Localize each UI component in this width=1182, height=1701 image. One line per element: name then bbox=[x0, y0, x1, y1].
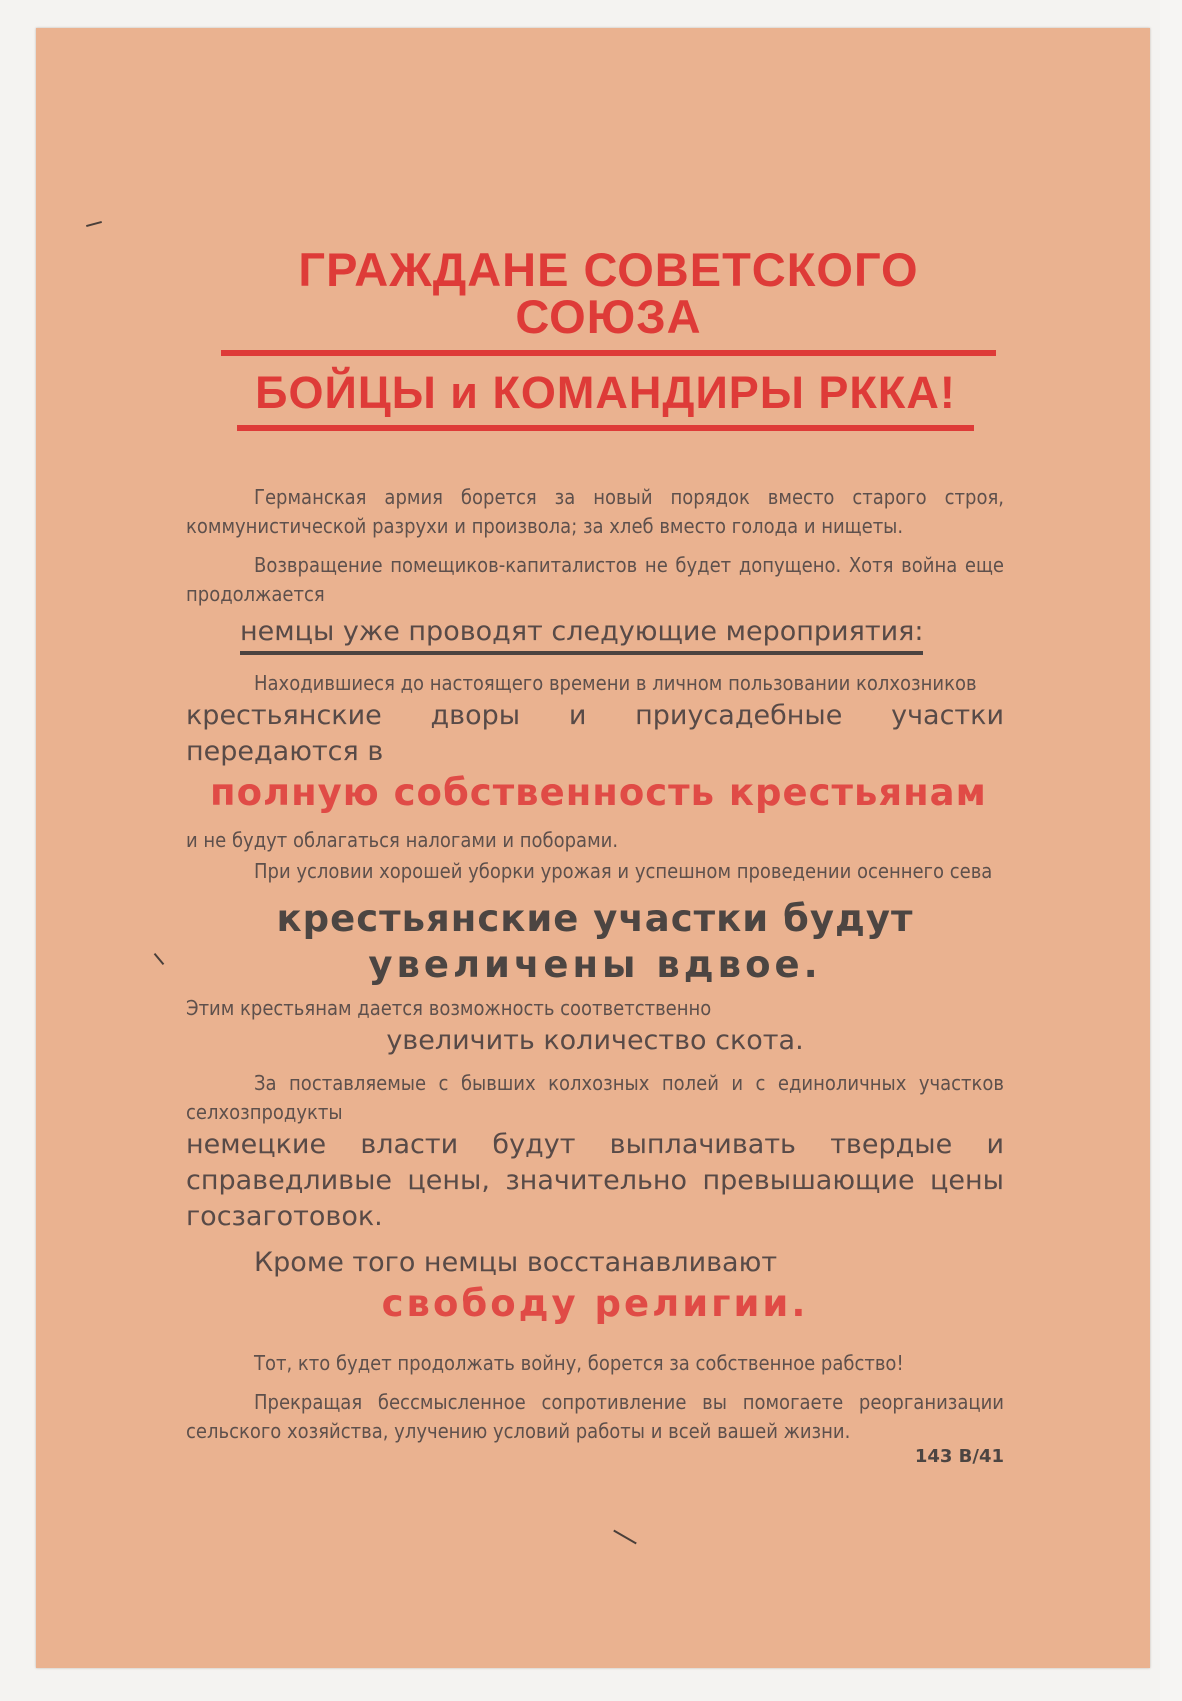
page-margin bbox=[1160, 0, 1182, 1701]
paper-mark bbox=[613, 1530, 637, 1545]
underlined-measures-line: немцы уже проводят следующие мероприятия: bbox=[240, 615, 923, 655]
paragraph-slavery: Тот, кто будет продолжать войну, борется за собственное рабство! bbox=[254, 1351, 904, 1375]
paragraph-produce: За поставляемые с бывших колхозных полей и с единоличных участков селхозпродукты bbox=[186, 1071, 1004, 1124]
paragraph-restore: Кроме того немцы восстанавливают bbox=[254, 1247, 778, 1278]
paragraph-stop-resistance: Прекращая бессмысленное сопротивление вы помогаете реорганизации сельского хозяйства, улучению условий работы и всей вашей жизни. bbox=[186, 1390, 1004, 1443]
paragraph-livestock: увеличить количество скота. bbox=[386, 1025, 804, 1056]
highlight-plots-line-2: увеличены вдвое. bbox=[368, 943, 822, 986]
paragraph-yards-plots: крестьянские дворы и приусадебные участки передаются в bbox=[186, 700, 1004, 767]
highlight-religion: свободу религии. bbox=[381, 1282, 809, 1325]
paragraph-no-taxes: и не будут облагаться налогами и поборами. bbox=[186, 828, 619, 852]
leaflet-content bbox=[186, 238, 1004, 1470]
paper-mark bbox=[154, 953, 165, 965]
order-number: 143 В/41 bbox=[914, 1446, 1004, 1467]
headline-line-1: ГРАЖДАНЕ СОВЕТСКОГО СОЮЗА bbox=[221, 238, 996, 356]
paragraph-livestock-intro: Этим крестьянам дается возможность соответственно bbox=[186, 996, 712, 1020]
paragraph-harvest: При условии хорошей уборки урожая и успешном проведении осеннего сева bbox=[254, 859, 993, 883]
paragraph-new-order: Германская армия борется за новый порядок вместо старого строя, коммунистической разрухи и произвола; за хлеб вместо голода и нищеты. bbox=[186, 485, 1004, 538]
paragraph-private-use: Находившиеся до настоящего времени в личном пользовании колхозников bbox=[254, 671, 977, 695]
highlight-full-ownership: полную собственность крестьянам bbox=[210, 771, 987, 814]
paragraph-fixed-prices: немецкие власти будут выплачивать твердые и справедливые цены, значительно превышающие цены госзаготовок. bbox=[186, 1129, 1004, 1232]
headline-line-2: БОЙЦЫ и КОМАНДИРЫ РККА! bbox=[237, 356, 974, 431]
highlight-plots-line-1: крестьянские участки будут bbox=[276, 897, 914, 940]
paragraph-landlords: Возвращение помещиков-капиталистов не будет допущено. Хотя война еще продолжается bbox=[186, 553, 1004, 606]
paper-mark bbox=[86, 221, 102, 227]
